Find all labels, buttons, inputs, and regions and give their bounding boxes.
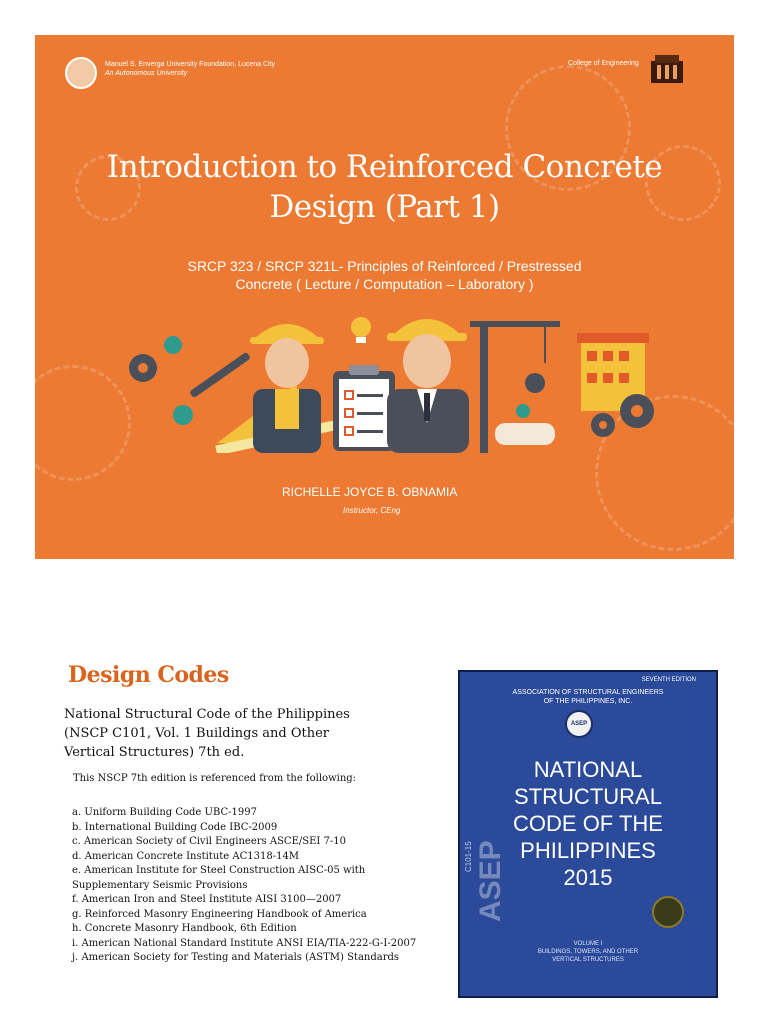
engineering-illustration (125, 293, 665, 453)
book-title-line2: STRUCTURAL (514, 784, 662, 809)
slide-title-line1: Introduction to Reinforced Concrete (106, 149, 663, 185)
reference-item: j. American Society for Testing and Materials (ASTM) Standards (72, 952, 400, 963)
book-title-line1: NATIONAL (533, 757, 643, 782)
title-slide (35, 35, 734, 559)
book-spine-text: ASEP (474, 840, 507, 922)
reference-item: f. American Iron and Steel Institute AISI 3100—2007 (72, 894, 342, 905)
section-title: Design Codes (68, 662, 229, 688)
gear-icon (525, 373, 545, 393)
volume-label: VOLUME I (573, 941, 603, 947)
reference-item: c. American Society of Civil Engineers ASCE/SEI 7-10 (72, 836, 346, 847)
book-emblem-icon (652, 896, 684, 928)
crane-icon (480, 321, 488, 453)
reference-item: a. Uniform Building Code UBC-1997 (72, 807, 257, 818)
gear-icon (164, 336, 182, 354)
book-association (460, 688, 716, 706)
code-line1: National Structural Code of the Philippines (64, 707, 350, 722)
subtitle-line1: SRCP 323 / SRCP 321L- Principles of Reinforced / Prestressed (187, 258, 582, 274)
hard-hat-icon (255, 324, 319, 338)
book-title-line5: 2015 (563, 865, 613, 890)
references-list (72, 806, 442, 966)
code-name (64, 705, 404, 762)
code-line3: Vertical Structures) 7th ed. (64, 745, 245, 760)
hard-hat-icon (393, 319, 461, 335)
lightbulb-icon (351, 317, 371, 337)
college-name: College of Engineering (568, 60, 639, 67)
reference-item: g. Reinforced Masonry Engineering Handbook of America (72, 908, 367, 920)
reference-item: i. American National Standard Institute ANSI EIA/TIA-222-G-I-2007 (72, 937, 417, 949)
reference-item: e. American Institute for Steel Construction AISC-05 with Supplementary Seismic Provisions (72, 865, 366, 891)
code-line2: (NSCP C101, Vol. 1 Buildings and Other (64, 726, 330, 741)
book-title-line4: PHILIPPINES (520, 838, 656, 863)
book-title-line3: CODE OF THE (513, 811, 663, 836)
assoc-line2: OF THE PHILIPPINES, INC. (543, 698, 633, 705)
author-role: Instructor, CEng (343, 506, 401, 515)
wrench-icon (189, 352, 251, 399)
gear-icon (173, 405, 193, 425)
references-intro: This NSCP 7th edition is referenced from the following: (73, 773, 357, 784)
subtitle-line2: Concrete ( Lecture / Computation – Laboratory ) (235, 276, 534, 292)
author-name: RICHELLE JOYCE B. OBNAMIA (282, 485, 458, 499)
book-spine-code: C101-15 (464, 841, 473, 872)
reference-item: h. Concrete Masonry Handbook, 6th Edition (72, 923, 297, 934)
seal-text: ASEP (570, 721, 588, 727)
university-seal-icon (65, 57, 97, 89)
college-logo-icon (649, 53, 685, 87)
book-volume (460, 940, 716, 964)
slide-title-line2: Design (Part 1) (269, 189, 500, 225)
slide-title (35, 147, 734, 227)
background-gear-icon (35, 365, 131, 481)
reference-item: b. International Building Code IBC-2009 (72, 821, 278, 833)
volume-line1: BUILDINGS, TOWERS, AND OTHER (537, 949, 639, 955)
slide-subtitle (35, 257, 734, 293)
book-edition: SEVENTH EDITION (641, 677, 696, 683)
university-subtitle: An Autonomous University (105, 70, 188, 77)
assoc-line1: ASSOCIATION OF STRUCTURAL ENGINEERS (512, 689, 664, 696)
blueprint-icon (495, 423, 555, 445)
volume-line2: VERTICAL STRUCTURES (552, 957, 624, 963)
reference-item: d. American Concrete Institute AC1318-14M (72, 850, 300, 862)
gear-icon (516, 404, 530, 418)
book-title (460, 756, 716, 891)
asep-seal-icon (565, 710, 593, 738)
university-name: Manuel S. Enverga University Foundation, Lucena City (105, 61, 276, 68)
nscp-book-cover (458, 670, 718, 998)
